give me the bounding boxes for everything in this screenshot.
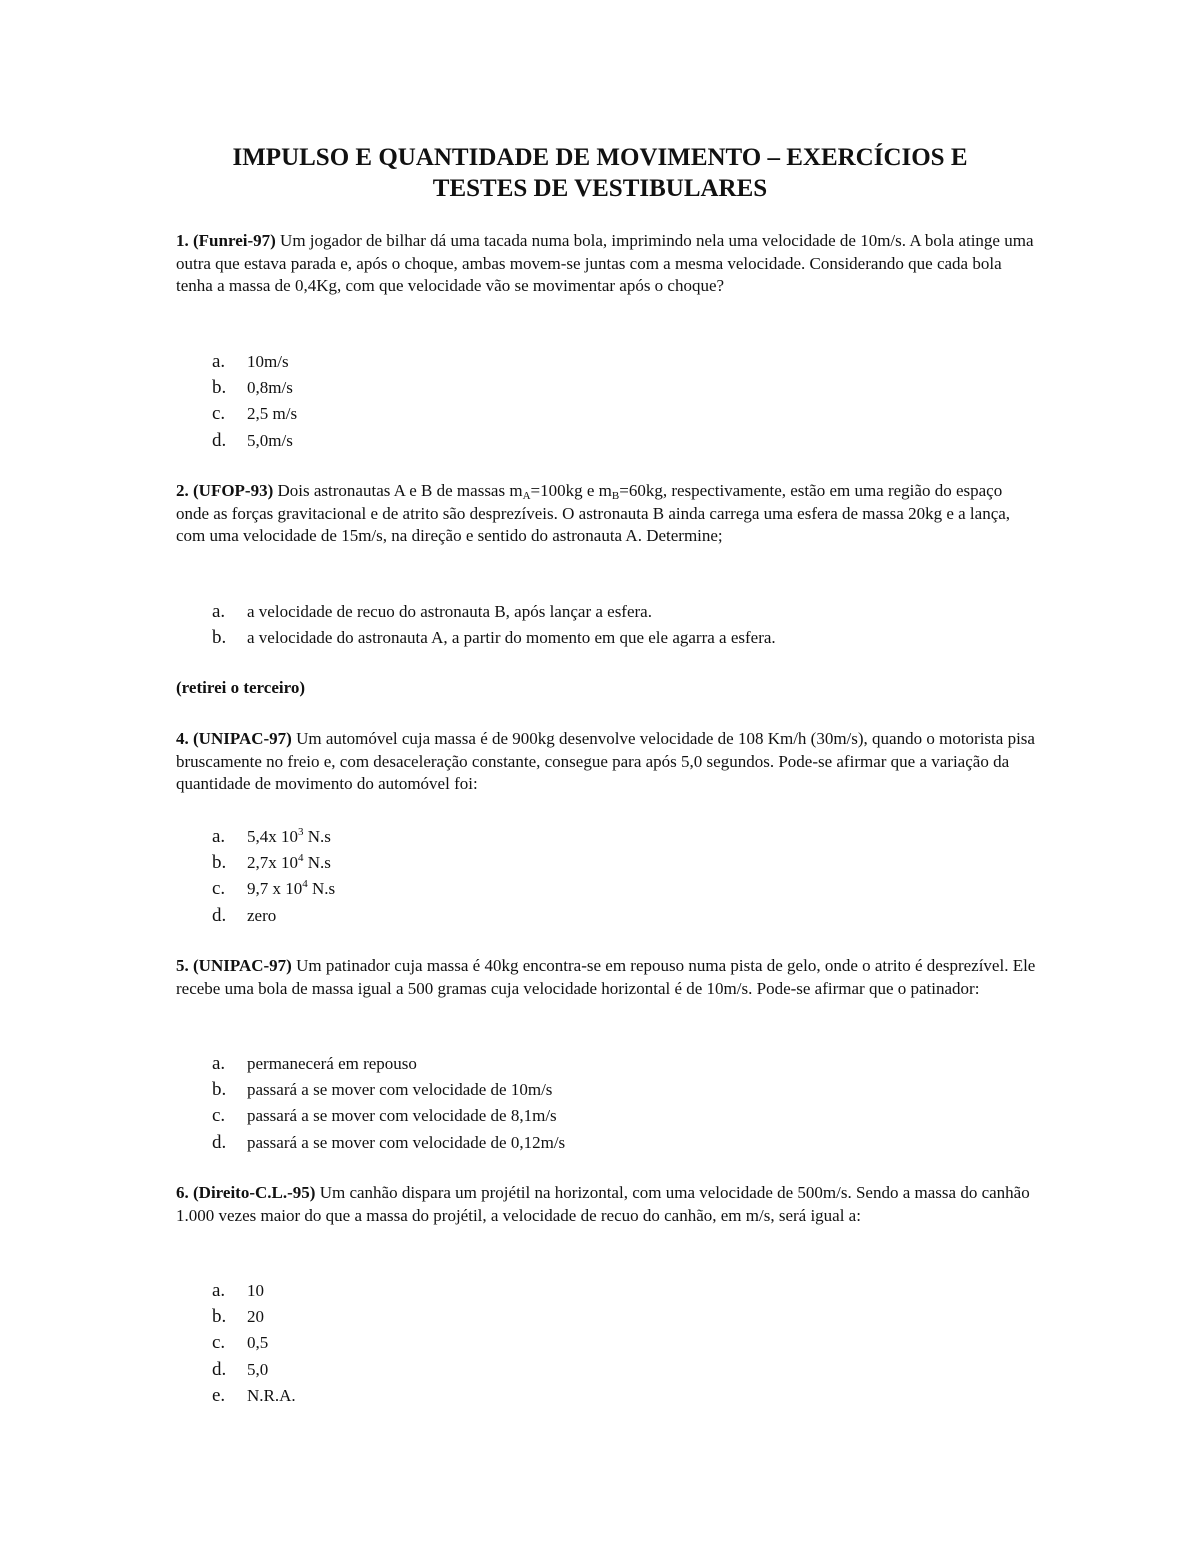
question-source: (Direito-C.L.-95) [193, 1183, 316, 1202]
question-2-options [212, 599, 776, 651]
question-number: 6. [176, 1183, 189, 1202]
option-letter: b. [212, 627, 227, 649]
option-text: 0,5 [247, 1333, 269, 1353]
option-c [212, 1330, 296, 1356]
option-text: 5,0 [247, 1359, 269, 1379]
option-letter: a. [212, 601, 226, 623]
option-a [212, 1051, 565, 1077]
option-letter: d. [212, 1358, 227, 1380]
option-text: passará a se mover com velocidade de 0,12m/s [247, 1132, 566, 1152]
option-b [212, 1077, 565, 1103]
option-b [212, 375, 297, 401]
option-a [212, 599, 776, 625]
question-source: (UFOP-93) [193, 481, 274, 500]
document-title [150, 142, 1050, 204]
question-5-options [212, 1051, 565, 1156]
question-1-options [212, 349, 297, 454]
question-4 [176, 728, 1036, 796]
option-c [212, 1103, 565, 1129]
option-a [212, 349, 297, 375]
option-text: N.R.A. [247, 1385, 296, 1405]
exponent: 3 [298, 826, 304, 839]
question-text-part: =60kg, respectivamente, estão em uma região do espaço onde as forças gravitacional e de atrito são desprezíveis. O astronauta B ainda carrega uma esfera de massa 20kg e a lança, com uma velocidade de 15m/s, na direção e sentido do astronauta A. Determine; [176, 481, 1011, 545]
option-text: 10m/s [247, 352, 289, 372]
question-text: Um jogador de bilhar dá uma tacada numa bola, imprimindo nela uma velocidade de 10m/s. A bola atinge uma outra que estava parada e, após o choque, ambas movem-se juntas com a mesma velocidade. Considerando que cada bola tenha a massa de 0,4Kg, com que velocidade vão se movimentar após o choque? [176, 231, 1034, 295]
question-text: Um automóvel cuja massa é de 900kg desenvolve velocidade de 108 Km/h (30m/s), quando o motorista pisa bruscamente no freio e, com desaceleração constante, consegue para após 5,0 segundos. Pode-se afirmar que a variação da quantidade de movimento do automóvel foi: [176, 729, 1035, 793]
title-line-1: IMPULSO E QUANTIDADE DE MOVIMENTO – EXERCÍCIOS E [232, 144, 968, 171]
option-letter: b. [212, 377, 227, 399]
option-a [212, 1278, 296, 1304]
option-text: permanecerá em repouso [247, 1054, 417, 1074]
option-b [212, 850, 335, 876]
option-letter: a. [212, 1053, 226, 1075]
option-letter: a. [212, 1280, 226, 1302]
subscript: B [611, 490, 620, 502]
option-text: 2,5 m/s [247, 404, 298, 424]
question-source: (UNIPAC-97) [193, 956, 292, 975]
question-number: 5. [176, 956, 189, 975]
question-number: 4. [176, 729, 189, 748]
option-text: 5,0m/s [247, 430, 293, 450]
option-letter: a. [212, 826, 226, 848]
subscript: A [522, 490, 531, 502]
option-letter: c. [212, 878, 226, 900]
option-letter: b. [212, 852, 227, 874]
question-5 [176, 955, 1036, 1000]
option-a [212, 824, 335, 850]
question-number: 2. [176, 481, 189, 500]
question-6 [176, 1182, 1036, 1227]
option-d [212, 428, 297, 454]
option-c [212, 876, 335, 902]
option-letter: c. [212, 403, 226, 425]
question-text-part: =100kg e m [530, 481, 612, 500]
question-6-options [212, 1278, 296, 1409]
exponent: 4 [302, 878, 308, 891]
option-letter: e. [212, 1384, 226, 1406]
option-text: a velocidade de recuo do astronauta B, após lançar a esfera. [247, 602, 652, 622]
option-text: passará a se mover com velocidade de 8,1m/s [247, 1106, 557, 1126]
option-text: 10 [247, 1281, 264, 1301]
question-text: Um patinador cuja massa é 40kg encontra-se em repouso numa pista de gelo, onde o atrito é desprezível. Ele recebe uma bola de massa igual a 500 gramas cuja velocidade horizontal é de 10m/s. Pode-se afirmar que o patinador: [176, 956, 1036, 998]
option-text: 2,7x $10^4$ N.s [247, 852, 331, 873]
option-b [212, 1304, 296, 1330]
option-text: 9,7 x $10^4$ N.s [247, 878, 336, 899]
option-letter: c. [212, 1332, 226, 1354]
option-text: zero [247, 905, 277, 925]
option-d [212, 1357, 296, 1383]
option-e [212, 1383, 296, 1409]
option-letter: d. [212, 1131, 227, 1153]
question-source: (Funrei-97) [193, 231, 276, 250]
editor-note: (retirei o terceiro) [176, 678, 305, 697]
option-letter: d. [212, 904, 227, 926]
question-number: 1. [176, 231, 189, 250]
option-d [212, 1130, 565, 1156]
option-letter: b. [212, 1306, 227, 1328]
question-text-part: Dois astronautas A e B de massas m [277, 481, 523, 500]
option-letter: d. [212, 429, 227, 451]
option-c [212, 401, 297, 427]
option-text: passará a se mover com velocidade de 10m/s [247, 1080, 553, 1100]
question-1 [176, 230, 1036, 298]
question-text: Um canhão dispara um projétil na horizontal, com uma velocidade de 500m/s. Sendo a massa do canhão 1.000 vezes maior do que a massa do projétil, a velocidade de recuo do canhão, em m/s, será igual a: [176, 1183, 1030, 1225]
question-source: (UNIPAC-97) [193, 729, 292, 748]
option-text: 0,8m/s [247, 378, 293, 398]
question-2 [176, 480, 1036, 548]
option-text: 20 [247, 1307, 264, 1327]
question-4-options [212, 824, 335, 929]
option-d [212, 903, 335, 929]
option-text: 5,4x $10^3$ N.s [247, 826, 331, 847]
title-line-2: TESTES DE VESTIBULARES [432, 175, 768, 202]
option-letter: c. [212, 1105, 226, 1127]
option-text: a velocidade do astronauta A, a partir do momento em que ele agarra a esfera. [247, 628, 776, 648]
option-b [212, 625, 776, 651]
exponent: 4 [298, 852, 304, 865]
option-letter: a. [212, 351, 226, 373]
option-letter: b. [212, 1079, 227, 1101]
